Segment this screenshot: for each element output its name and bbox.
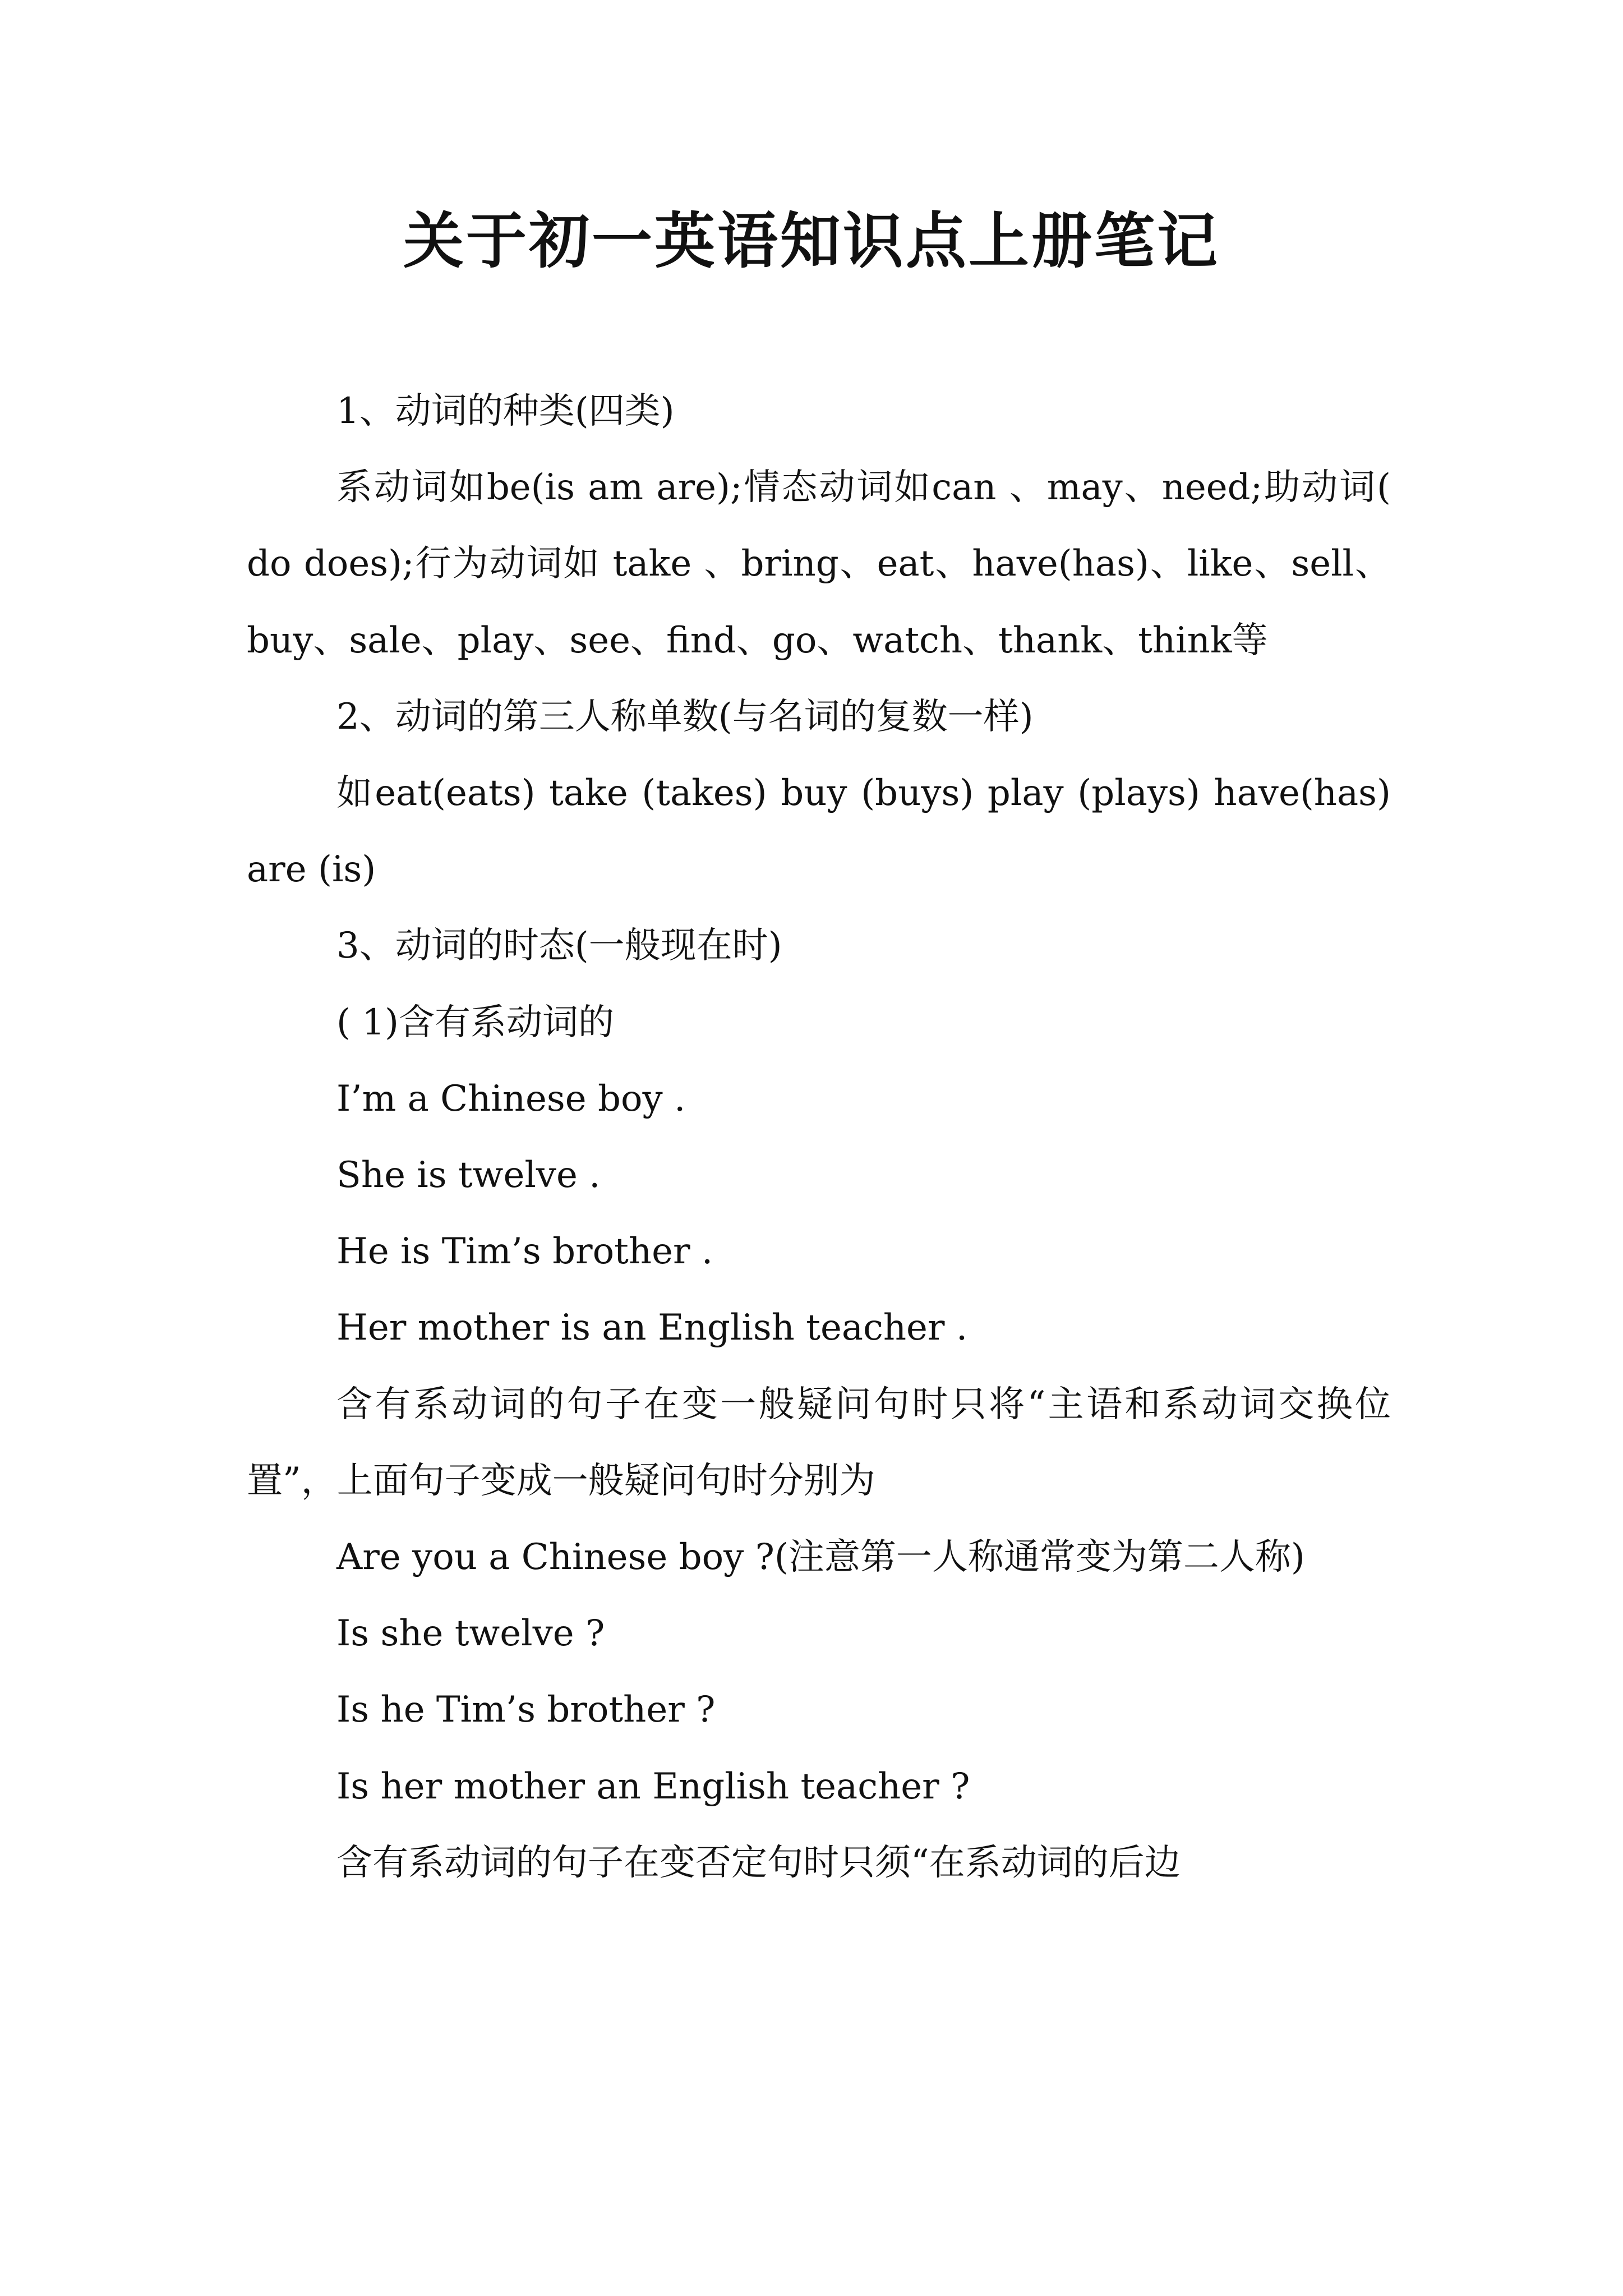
document-title: 关于初一英语知识点上册笔记 bbox=[403, 206, 1220, 277]
section-heading-verb-types: 1、动词的种类(四类) bbox=[336, 390, 675, 432]
question-example: Is her mother an English teacher ? bbox=[336, 1765, 970, 1807]
paragraph-verb-examples: 系动词如be(is am are);情态动词如can 、may、need;助动词( do does);行为动词如 take 、bring、eat、have(has)、like、sell、buy、sale、play、see、find、go、watch、thank、think等 bbox=[247, 467, 1391, 661]
question-example: Is she twelve ? bbox=[336, 1613, 605, 1655]
paragraph-question-rule: 含有系动词的句子在变一般疑问句时只将“主语和系动词交换位置”，上面句子变成一般疑问句时分别为 bbox=[247, 1383, 1391, 1502]
paragraph-third-person-examples: 如eat(eats) take (takes) buy (buys) play (plays) have(has) are (is) bbox=[247, 772, 1391, 891]
section-heading-third-person: 2、动词的第三人称单数(与名词的复数一样) bbox=[336, 696, 1034, 738]
document-body bbox=[247, 373, 1391, 1901]
question-example: Are you a Chinese boy ?(注意第一人称通常变为第二人称) bbox=[336, 1536, 1305, 1579]
example-sentence: He is Tim’s brother . bbox=[336, 1231, 713, 1273]
question-example: Is he Tim’s brother ? bbox=[336, 1689, 716, 1731]
paragraph-negative-rule: 含有系动词的句子在变否定句时只须“在系动词的后边 bbox=[336, 1842, 1181, 1884]
example-sentence: Her mother is an English teacher . bbox=[336, 1307, 968, 1349]
section-heading-tense: 3、动词的时态(一般现在时) bbox=[336, 925, 782, 967]
subheading-linking-verbs: ( 1)含有系动词的 bbox=[336, 1001, 614, 1043]
example-sentence: She is twelve . bbox=[336, 1154, 601, 1197]
example-sentence: I’m a Chinese boy . bbox=[336, 1078, 686, 1120]
